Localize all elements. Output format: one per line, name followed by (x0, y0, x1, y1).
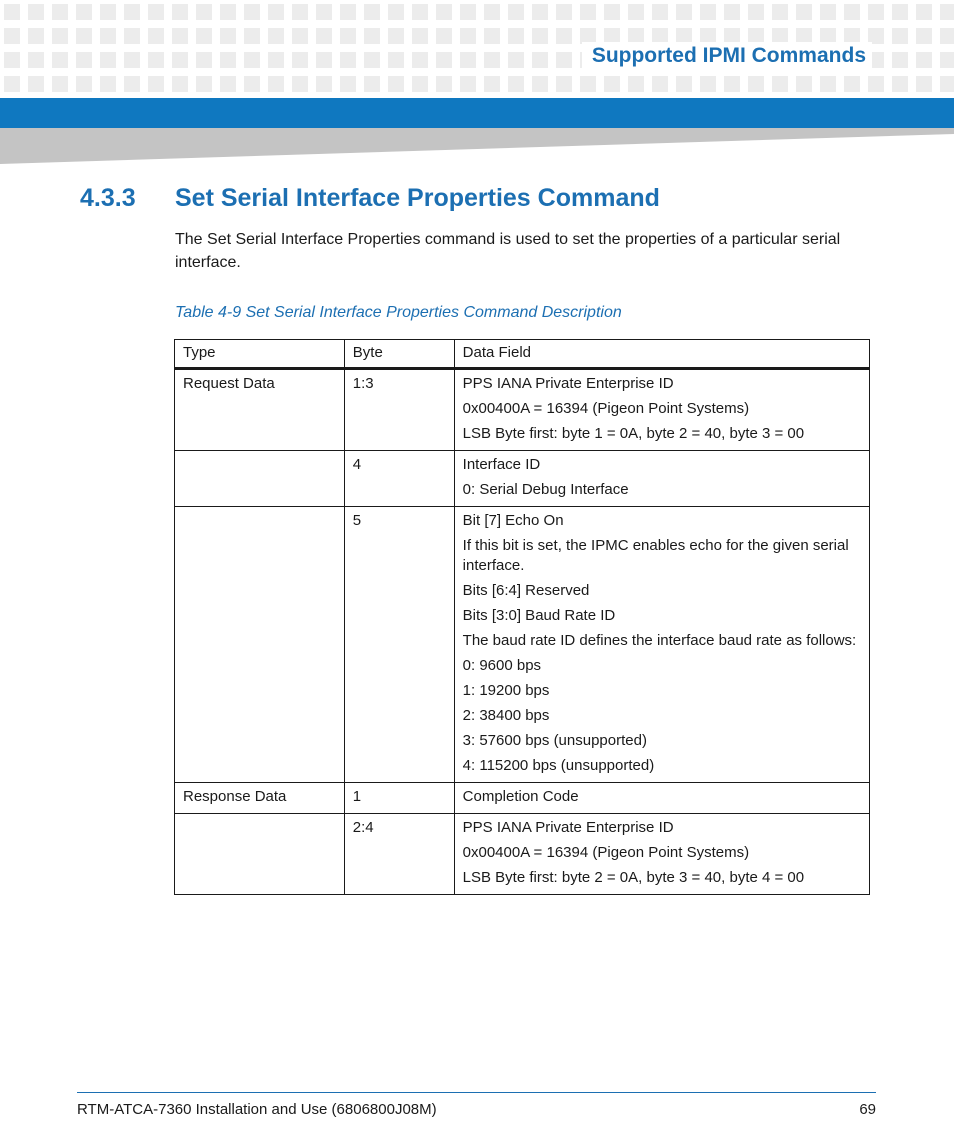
cell-type: Response Data (175, 783, 345, 814)
section-number: 4.3.3 (80, 184, 136, 212)
header-byte: Byte (344, 340, 454, 369)
table-row (175, 507, 870, 783)
footer-rule (77, 1092, 876, 1093)
cell-type (175, 814, 345, 895)
data-field-line: Bits [6:4] Reserved (462, 582, 590, 599)
table-row (175, 814, 870, 895)
section-heading (80, 180, 660, 216)
data-field-line: PPS IANA Private Enterprise ID (462, 375, 674, 392)
data-field-line: LSB Byte first: byte 2 = 0A, byte 3 = 40, byte 4 = 00 (462, 869, 805, 886)
cell-type: Request Data (175, 369, 345, 451)
table-header-row (175, 340, 870, 369)
cell-data-field (454, 369, 869, 451)
data-field-line: Bit [7] Echo On (462, 512, 564, 529)
data-field-line: If this bit is set, the IPMC enables echo for the given serial interface. (462, 537, 849, 574)
table-caption: Table 4-9 Set Serial Interface Properties Command Description (175, 304, 622, 321)
data-field-line: 2: 38400 bps (462, 707, 550, 724)
cell-byte: 2:4 (344, 814, 454, 895)
data-field-line: 1: 19200 bps (462, 682, 550, 699)
intro-paragraph: The Set Serial Interface Properties command is used to set the properties of a particular serial interface. (175, 231, 841, 271)
cell-type (175, 507, 345, 783)
table-row (175, 451, 870, 507)
cell-byte: 1:3 (344, 369, 454, 451)
running-header-title: Supported IPMI Commands (582, 42, 872, 70)
cell-byte: 1 (344, 783, 454, 814)
page-number: 69 (859, 1101, 876, 1118)
header-grey-wedge (0, 128, 954, 164)
data-field-line: LSB Byte first: byte 1 = 0A, byte 2 = 40, byte 3 = 00 (462, 425, 805, 442)
data-field-line: The baud rate ID defines the interface baud rate as follows: (462, 632, 857, 649)
command-table (174, 339, 870, 895)
cell-data-field (454, 507, 869, 783)
footer-document-title: RTM-ATCA-7360 Installation and Use (6806800J08M) (77, 1101, 437, 1118)
cell-data-field (454, 814, 869, 895)
cell-byte: 5 (344, 507, 454, 783)
cell-data-field (454, 451, 869, 507)
data-field-line: 0x00400A = 16394 (Pigeon Point Systems) (462, 844, 750, 861)
data-field-line: Bits [3:0] Baud Rate ID (462, 607, 616, 624)
cell-type (175, 451, 345, 507)
data-field-line: PPS IANA Private Enterprise ID (462, 819, 674, 836)
section-title: Set Serial Interface Properties Command (175, 184, 660, 212)
data-field-line: Interface ID (462, 456, 541, 473)
header-data-field: Data Field (454, 340, 869, 369)
header-type: Type (175, 340, 345, 369)
table-body (175, 369, 870, 895)
data-field-line: 0: Serial Debug Interface (462, 481, 629, 498)
cell-data-field (454, 783, 869, 814)
data-field-line: Completion Code (462, 788, 579, 805)
table-row (175, 783, 870, 814)
header-blue-bar (0, 98, 954, 128)
table-row (175, 369, 870, 451)
data-field-line: 4: 115200 bps (unsupported) (462, 757, 655, 774)
cell-byte: 4 (344, 451, 454, 507)
data-field-line: 0: 9600 bps (462, 657, 542, 674)
data-field-line: 0x00400A = 16394 (Pigeon Point Systems) (462, 400, 750, 417)
data-field-line: 3: 57600 bps (unsupported) (462, 732, 647, 749)
